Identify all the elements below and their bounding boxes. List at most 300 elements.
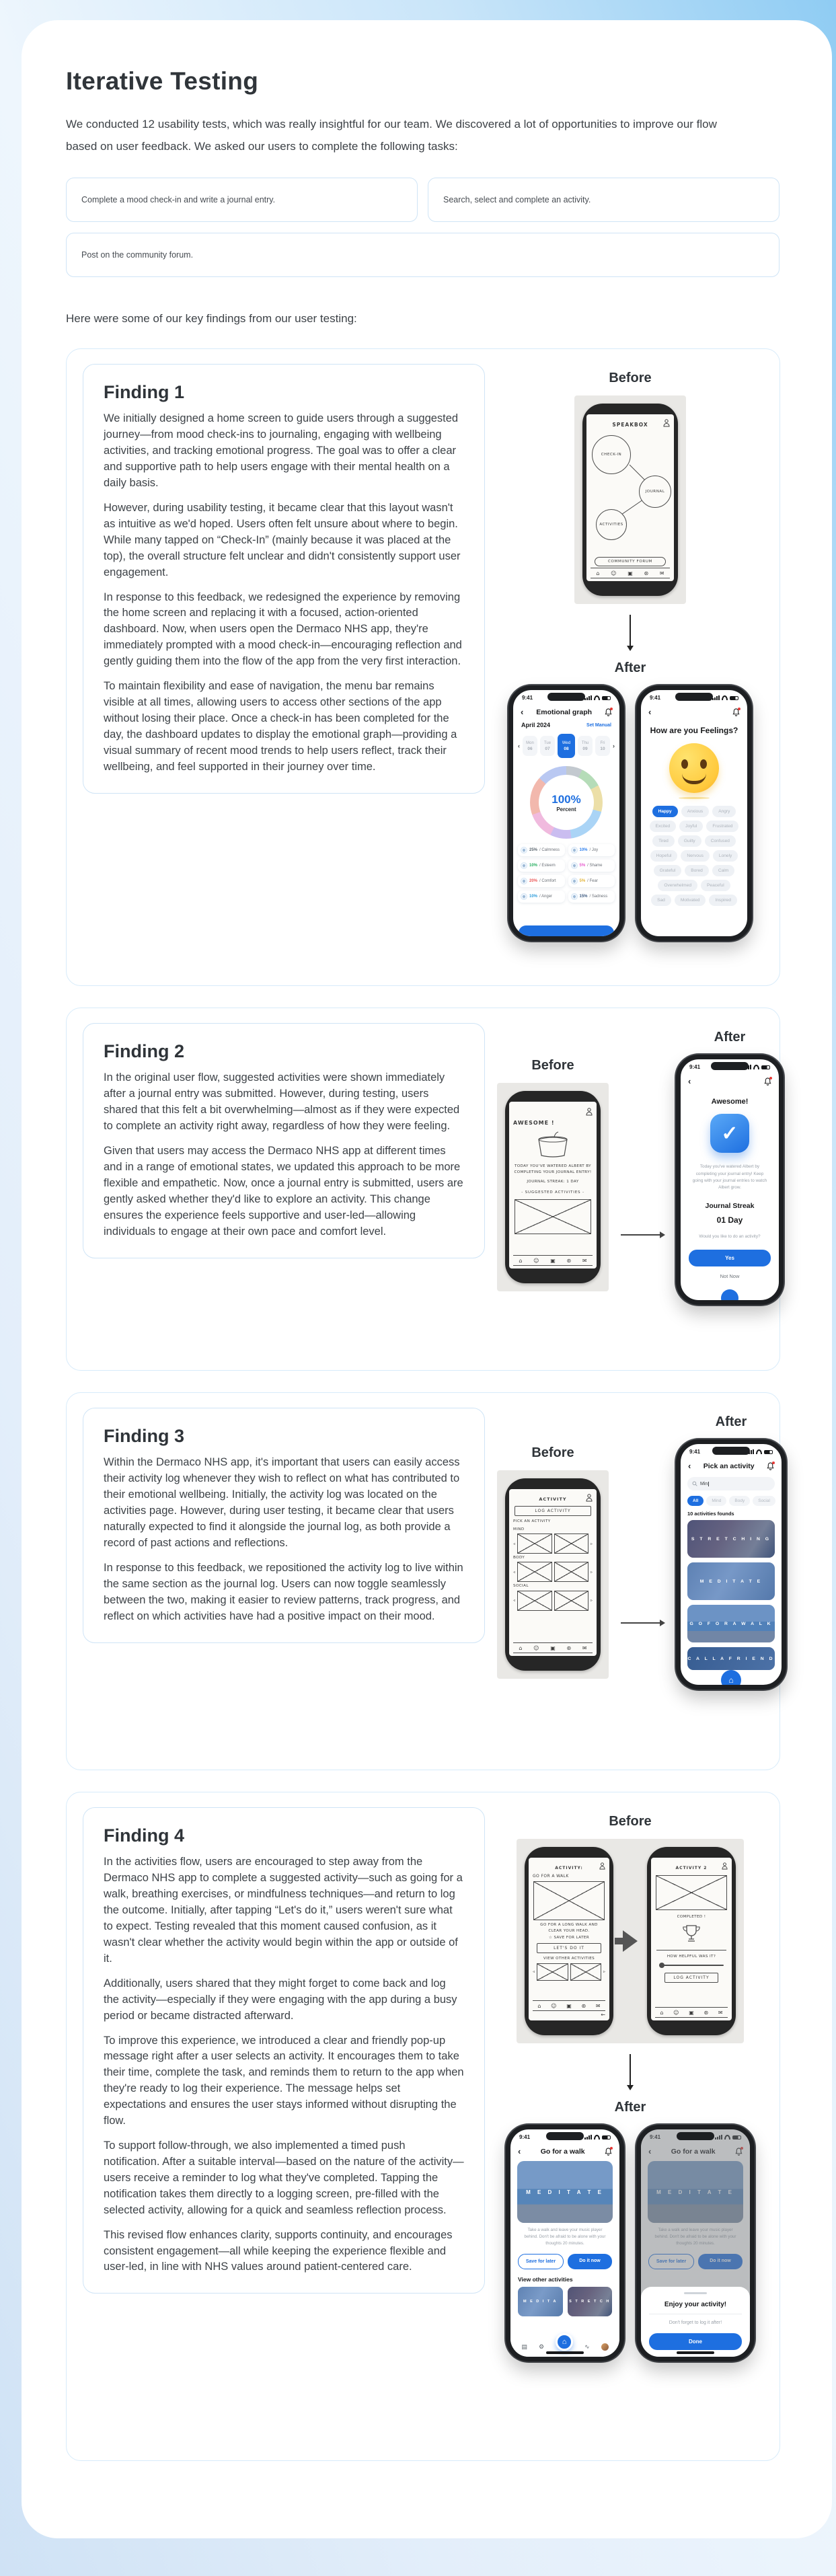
after-label: After (714, 1030, 746, 1045)
sheet-drag-handle[interactable] (684, 2292, 707, 2294)
status-time: 9:41 (522, 695, 533, 702)
before-sketch-photo (574, 395, 686, 604)
day-pill[interactable] (523, 736, 537, 756)
day-pill-selected[interactable] (558, 734, 575, 758)
page-content (66, 67, 780, 2461)
finding-1-paragraph: We initially designed a home screen to guide users through a suggested journey—from mood check-ins to journaling, engaging with wellbeing activities, and tracking emotional progress. The goal was to offer a clear and supportive path to help users engage with their mental health on a daily basis. (104, 412, 459, 489)
phone-emotional-graph (508, 685, 624, 941)
status-icons (584, 2135, 611, 2139)
stat-value: 5% (579, 864, 586, 868)
carousel-left-icon[interactable]: ◃ (513, 1541, 516, 1546)
days-prev-icon[interactable]: ‹ (518, 743, 520, 750)
sketch-log-activity-button[interactable] (515, 1506, 591, 1516)
mood-chip[interactable]: Lonely (713, 850, 738, 862)
phone-mood-checkin (636, 685, 752, 941)
day-pill[interactable] (595, 736, 610, 756)
activity-card-stretching[interactable] (687, 1520, 775, 1558)
stat-value: 10% (529, 895, 538, 899)
profile-icon (663, 419, 670, 427)
mood-emoji (669, 743, 719, 793)
phone-notch (547, 693, 585, 701)
bottom-action-button[interactable] (519, 925, 614, 940)
sketch-awesome-title: AWESOME ! (513, 1120, 555, 1127)
mood-chip[interactable]: Confused (705, 835, 736, 847)
mood-chip[interactable]: Peaceful (701, 880, 730, 891)
activity-search-input[interactable] (687, 1477, 775, 1490)
sketch-phone-speakbox (582, 404, 678, 596)
notification-bell[interactable] (764, 1077, 771, 1086)
day-name: Wed (562, 741, 571, 745)
notification-bell[interactable] (767, 1462, 774, 1470)
stat-value: 25% (529, 848, 538, 853)
intro-paragraph: We conducted 12 usability tests, which was really insightful for our team. We discovered a lot of opportunities to improve our flow based on user feedback. We asked our users to complete the following tasks: (66, 118, 717, 153)
mood-chip[interactable]: Excited (650, 821, 677, 832)
stat-label: / Esteem (539, 864, 556, 868)
other-activity-thumbs (510, 2287, 619, 2316)
walk-description: Take a walk and leave your music player behind. Don't be afraid to be alone with your thoughts 20 minutes. (524, 2228, 606, 2246)
mood-chip[interactable]: Joyful (679, 821, 703, 832)
mood-chip[interactable]: Inspired (709, 895, 736, 906)
carousel-left-icon[interactable]: ◃ (513, 1569, 516, 1575)
section-body-label: BODY (513, 1556, 525, 1560)
chat-icon[interactable]: ✉ (582, 1644, 587, 1651)
before-after-arrow (630, 2054, 631, 2089)
sketch-title: ACTIVITY 2 (675, 1865, 708, 1870)
emoji-shadow (679, 797, 710, 799)
before-label: Before (531, 1058, 574, 1073)
app-bar (681, 1456, 782, 1473)
finding-4-text-card (83, 1807, 485, 2294)
suggested-activity-placeholder (515, 1199, 591, 1234)
carousel-left-icon[interactable]: ◃ (533, 1969, 535, 1975)
app-bar (641, 702, 747, 719)
sketch-node-activities[interactable] (596, 509, 627, 540)
activity-placeholder (537, 1963, 568, 1981)
day-name: Mon (526, 741, 534, 745)
status-time: 9:41 (519, 2134, 531, 2141)
mood-icon[interactable]: ☺ (533, 1257, 539, 1264)
browse-icon[interactable]: ⊛ (566, 1257, 572, 1264)
sketch-bottom-nav (591, 568, 670, 578)
search-value: Min (700, 1481, 708, 1486)
chat-icon[interactable]: ✉ (582, 1257, 587, 1264)
droplet-icon (571, 862, 578, 869)
finding-1-paragraph: To maintain flexibility and ease of navigation, the menu bar remains visible at all times, allowing users to access other sections of the app without losing their place. Once a check-in has been completed for the day, the dashboard updates to display the emotional graph—providing a visual summary of recent mood trends to help users reflect, track their wellbeing, and feel supported in their journey over time. (104, 680, 457, 773)
filter-chips (681, 1494, 782, 1509)
phone-notch (675, 693, 713, 701)
activity-placeholder (517, 1533, 552, 1554)
sketch-title: ACTIVITY: (555, 1865, 583, 1870)
sketch-node-journal[interactable] (639, 476, 671, 508)
sketch-app-title: SPEAKBOX (612, 421, 648, 428)
mood-chip-grid (641, 806, 747, 906)
before-sketch-photo (517, 1839, 744, 2043)
walk-hero-image (517, 2161, 613, 2223)
home-icon[interactable]: ⌂ (596, 570, 600, 576)
task-2-label: Search, select and complete an activity. (443, 195, 591, 205)
sketch-phone-activity-log (505, 1478, 601, 1671)
sketch-pick-label: PICK AN ACTIVITY (513, 1519, 551, 1524)
phone-pick-activity (676, 1439, 786, 1690)
finding-2-text-card (83, 1023, 485, 1258)
activity-image-placeholder (656, 1875, 727, 1910)
home-icon[interactable]: ⌂ (519, 1257, 523, 1264)
mood-chip[interactable]: Guilty (678, 835, 701, 847)
do-it-now-button[interactable]: Do it now (568, 2254, 612, 2269)
sketch-streak: JOURNAL STREAK: 1 DAY (527, 1180, 579, 1184)
battery-icon (602, 696, 611, 701)
thumb-meditate[interactable] (518, 2287, 563, 2316)
day-number: 09 (582, 746, 588, 751)
results-count: 10 activities founds (687, 1511, 734, 1517)
phone-notch (677, 2132, 714, 2140)
finding-1-paragraph: In response to this feedback, we redesigned the experience by removing the home screen and replacing it with a focused, action-oriented dashboard. Now, when users open the Dermaco NHS app, they're immediately prompted with a mood check-in—encouraging reflection and gently guiding them into the flow of the app from the very first interaction. (104, 591, 462, 668)
donut-percent-label: Percent (556, 806, 576, 812)
day-number: 08 (564, 746, 569, 751)
mood-icon[interactable]: ☺ (533, 1644, 539, 1651)
activity-popup-sheet (641, 2287, 750, 2357)
check-icon (710, 1114, 749, 1153)
battery-icon (602, 2135, 611, 2140)
activity-card-walk[interactable] (687, 1605, 775, 1642)
back-arrow-icon[interactable]: ← (601, 2012, 605, 2018)
phone-notch (711, 1062, 749, 1070)
screen-title: Go for a walk (540, 2147, 585, 2156)
social-carousel (513, 1591, 593, 1611)
activity-card-label: M E D I T A T E (699, 1579, 763, 1584)
day-name: Thu (581, 741, 589, 745)
sketch-bottom-nav (513, 1642, 593, 1653)
day-pill[interactable] (540, 736, 555, 756)
check-glyph: ✓ (721, 1122, 738, 1145)
sketch-subtitle: GO FOR A WALK (533, 1874, 569, 1879)
notification-bell[interactable] (732, 708, 740, 716)
sketch-phone-walk-detail (525, 1847, 613, 2035)
month-label: April 2024 (521, 722, 551, 729)
mood-icon[interactable]: ☺ (673, 2009, 679, 2016)
slider-knob[interactable] (659, 1963, 664, 1968)
mood-chip[interactable]: Tired (652, 835, 675, 847)
back-chevron-icon[interactable]: ‹ (518, 2146, 521, 2157)
awesome-title: Awesome! (711, 1098, 749, 1106)
mood-chip-selected[interactable]: Happy (652, 806, 678, 817)
activity-cards (681, 1520, 782, 1670)
back-chevron-icon[interactable]: ‹ (688, 1461, 691, 1472)
mood-chip[interactable]: Sad (651, 895, 671, 906)
filter-mind[interactable]: Mind (706, 1496, 726, 1506)
day-number: 06 (527, 746, 533, 751)
sketch-bottom-nav (513, 1255, 593, 1266)
log-activity-button[interactable] (664, 1973, 718, 1983)
activity-placeholder (517, 1591, 552, 1611)
day-pill[interactable] (578, 736, 593, 756)
browse-icon[interactable]: ⊛ (566, 1644, 572, 1651)
mood-icon[interactable]: ☺ (611, 570, 617, 576)
home-fab[interactable] (556, 2333, 573, 2351)
home-fab[interactable] (721, 1670, 741, 1690)
mood-chip[interactable]: Anxious (681, 806, 709, 817)
emotion-stats (513, 843, 619, 904)
activity-card-call[interactable] (687, 1647, 775, 1670)
thumb-stretch[interactable] (568, 2287, 613, 2316)
filter-social[interactable]: Social (753, 1496, 775, 1506)
mood-chip[interactable]: Nervous (681, 850, 710, 862)
profile-avatar[interactable] (601, 2343, 609, 2351)
status-icons (712, 695, 738, 700)
finding-3-section (66, 1392, 780, 1770)
carousel-right-icon[interactable]: ▹ (590, 1598, 593, 1603)
back-chevron-icon[interactable]: ‹ (648, 707, 652, 718)
stat-label: / Comfort (539, 879, 556, 884)
finding-3-heading: Finding 3 (104, 1426, 184, 1447)
save-for-later[interactable] (533, 1935, 605, 1940)
sketch-suggested: - SUGGESTED ACTIVITIES - (521, 1190, 584, 1195)
not-now-button[interactable]: Not Now (720, 1273, 740, 1280)
stat-esteem (518, 860, 565, 872)
finding-1-paragraph: However, during usability testing, it became clear that this layout wasn't as intuitive as we'd hoped. Users often felt unsure about where to begin. While many tapped on “Check-In” (mainly because it was placed at the top), the overall structure felt unclear and didn't consistently support user engagement. (104, 501, 461, 578)
phone-awesome (676, 1055, 784, 1305)
finding-4-after-phones (506, 2125, 755, 2361)
task-card-3 (66, 233, 780, 277)
before-after-arrow (630, 615, 631, 650)
view-other-activities-label: View other activities (518, 2276, 573, 2283)
yes-button[interactable]: Yes (689, 1250, 771, 1266)
droplet-icon (521, 847, 527, 854)
journal-icon[interactable]: ▣ (550, 1644, 556, 1651)
node-checkin-label: CHECK-IN (601, 453, 622, 457)
mood-chip[interactable]: Angry (712, 806, 736, 817)
wifi-icon (756, 1449, 762, 1454)
plant-pot-sketch (533, 1131, 572, 1158)
journal-icon[interactable]: ▣ (689, 2009, 694, 2016)
screen-title: Emotional graph (536, 708, 593, 716)
before-column (497, 1439, 609, 1690)
helpful-slider[interactable] (659, 1963, 724, 1967)
home-icon[interactable]: ⌂ (537, 2002, 541, 2009)
stat-label: / Shame (587, 864, 603, 868)
stat-value: 10% (579, 848, 588, 853)
carousel-right-icon[interactable]: ▹ (590, 1541, 593, 1546)
mood-icon[interactable]: ☺ (551, 2002, 557, 2009)
mood-chip[interactable]: Bored (685, 865, 709, 876)
journal-streak-value: 01 Day (716, 1215, 743, 1225)
mood-chip[interactable]: Calm (712, 865, 734, 876)
findings-intro: Here were some of our key findings from our user testing: (66, 312, 357, 326)
back-chevron-icon[interactable]: ‹ (688, 1076, 691, 1087)
finding-4-paragraph: This revised flow enhances clarity, supports continuity, and encourages consistent engagement—all while keeping the experience flexible and user-led, in line with NHS values around patient-centered care. (104, 2228, 453, 2273)
notification-bell[interactable] (605, 708, 612, 716)
thumb-label: M E D I T A (523, 2300, 558, 2304)
app-bar (513, 702, 619, 719)
mood-chip[interactable]: Motivated (675, 895, 706, 906)
chat-icon[interactable]: ✉ (718, 2009, 723, 2016)
sketch-activity-title: ACTIVITY (539, 1497, 567, 1503)
stat-value: 20% (529, 879, 538, 884)
stat-calmness (518, 844, 565, 856)
mood-chip[interactable]: Grateful (654, 865, 681, 876)
app-bar (681, 1071, 779, 1088)
battery-icon (764, 1450, 773, 1455)
stat-joy (568, 844, 615, 856)
after-label: After (715, 1414, 747, 1430)
stat-label: / Anger (539, 895, 553, 899)
activity-card-label: G O F O R A W A L K (689, 1621, 773, 1626)
journal-icon[interactable]: ▣ (566, 2002, 572, 2009)
activity-question: Would you like to do an activity? (699, 1234, 761, 1240)
node-activities-label: ACTIVITIES (599, 523, 623, 527)
finding-1-text-card (83, 364, 485, 793)
how-helpful-label: HOW HELPFUL WAS IT? (667, 1954, 716, 1959)
status-time: 9:41 (650, 695, 661, 702)
battery-icon (730, 696, 738, 701)
journal-icon[interactable]: ▣ (628, 570, 633, 576)
app-bar (510, 2142, 619, 2158)
filter-body[interactable]: Body (729, 1496, 750, 1506)
save-for-later-button[interactable]: Save for later (518, 2254, 564, 2269)
finding-1-after-phones (508, 685, 752, 941)
mood-chip[interactable]: Overwhelmed (658, 880, 697, 891)
activity-image-placeholder (533, 1881, 605, 1920)
home-fab[interactable] (721, 1289, 738, 1305)
status-icons (747, 1449, 773, 1454)
wifi-icon (722, 695, 728, 700)
sketch-flow-arrow (623, 1930, 638, 1952)
month-row (513, 719, 619, 731)
before-label: Before (609, 371, 652, 386)
phone-notch (712, 1447, 750, 1455)
view-other-label: VIEW OTHER ACTIVITIES (543, 1957, 595, 1961)
done-button[interactable]: Done (649, 2333, 742, 2350)
sketch-screen (651, 1858, 732, 2020)
journal-tab-icon[interactable]: ▤ (521, 2343, 527, 2350)
mood-question: How are you Feelings? (650, 726, 738, 736)
sketch-community-forum[interactable] (595, 557, 666, 566)
chat-icon[interactable]: ✉ (595, 2002, 601, 2009)
droplet-icon (521, 862, 527, 869)
log-activity-label: LOG ACTIVITY (535, 1509, 571, 1514)
finding-3-visuals (497, 1408, 786, 1690)
hero-image-label: M E D I T A T E (526, 2189, 604, 2195)
notification-dot (610, 2147, 613, 2150)
walk-buttons (510, 2254, 619, 2269)
days-next-icon[interactable]: › (613, 743, 615, 750)
sketch-bottom-nav (655, 2007, 728, 2018)
stat-label: / Calmness (539, 848, 560, 853)
finding-2-section (66, 1008, 780, 1371)
settings-tab-icon[interactable]: ⚙ (538, 2343, 545, 2350)
filter-all[interactable]: All (687, 1496, 704, 1506)
lets-do-it-label: LET'S DO IT (554, 1946, 584, 1951)
finding-4-paragraph: In the activities flow, users are encouraged to step away from the Dermaco NHS app to complete a suggested activity—such as going for a walk, breathing exercises, or mindfulness techniques—and return to log the outcome. Initially, after tapping “Let's do it,” users weren't sure what to expect. Testing revealed that this moment caused confusion, as it wasn't clear whether the activity would begin within the app or outside of it. (104, 1856, 463, 1965)
thumb-label: S T R E T C H (569, 2300, 611, 2304)
finding-1-visuals (497, 364, 763, 941)
finding-2-paragraph: In the original user flow, suggested activities were shown immediately after a journal entry was submitted. However, during testing, users shared that this felt a bit overwhelming—almost as if they were expected to complete an activity right away, regardless of how they were feeling. (104, 1071, 460, 1133)
finding-4-paragraph: To improve this experience, we introduced a clear and friendly pop-up message right after a user selects an activity. It encourages them to take their time, complete the task, and reminds them to return to the app when they're ready to log their experience. The message helps set expectations and ensures the user stays informed without disrupting the flow. (104, 2034, 464, 2127)
finding-2-paragraph: Given that users may access the Dermaco NHS app at different times and in a range of emotional states, we updated this approach to be more flexible and empathetic. Now, once a journal entry is submitted, users are gently asked whether they'd like to explore an activity. This change ensures the experience feels supportive and user-led—allowing individuals to engage at their own pace and comfort level. (104, 1144, 463, 1238)
wifi-icon (753, 1065, 759, 1069)
day-selector (513, 731, 619, 761)
awesome-message: Today you've watered Albert by completing your journal entry! Keep going with your journal entries to watch Albert grow. (692, 1164, 767, 1190)
task-3-label: Post on the community forum. (81, 250, 194, 260)
mood-chip[interactable]: Hopeful (650, 850, 678, 862)
day-name: Tue (543, 741, 552, 745)
finding-2-heading: Finding 2 (104, 1041, 184, 1062)
home-icon[interactable]: ⌂ (660, 2009, 664, 2016)
stat-label: / Sadness (589, 895, 608, 899)
before-label: Before (609, 1814, 652, 1829)
browse-icon[interactable]: ⊛ (581, 2002, 586, 2009)
finding-4-visuals (497, 1807, 763, 2361)
after-column (676, 1408, 786, 1690)
mind-carousel (513, 1533, 593, 1554)
popup-title: Enjoy your activity! (649, 2301, 742, 2314)
status-time: 9:41 (689, 1449, 701, 1455)
node-journal-label: JOURNAL (645, 490, 665, 494)
battery-icon (761, 1065, 770, 1070)
journal-icon[interactable]: ▣ (550, 1257, 556, 1264)
stat-value: 5% (579, 879, 586, 884)
notification-bell[interactable] (605, 2148, 612, 2156)
completed-label: COMPLETED ! (677, 1915, 706, 1920)
task-card-1 (66, 178, 418, 222)
phone-notch (546, 2132, 584, 2140)
back-chevron-icon[interactable]: ‹ (521, 707, 524, 718)
star-icon: ☆ (548, 1936, 553, 1940)
carousel-right-icon[interactable]: ▹ (590, 1569, 593, 1575)
carousel-left-icon[interactable]: ◃ (513, 1598, 516, 1603)
home-indicator (677, 2351, 714, 2354)
activity-placeholder (554, 1533, 588, 1554)
before-after-arrow (621, 1622, 664, 1624)
activity-tab-icon[interactable]: ∿ (584, 2343, 590, 2350)
trophy-sketch (680, 1923, 703, 1946)
activity-placeholder (554, 1562, 588, 1582)
chat-icon[interactable]: ✉ (659, 570, 664, 576)
day-name: Fri (600, 741, 605, 745)
body-carousel (513, 1562, 593, 1582)
activity-card-meditate[interactable] (687, 1562, 775, 1600)
browse-icon[interactable]: ⊛ (644, 570, 649, 576)
profile-icon (586, 1494, 593, 1502)
sketch-awesome-body: TODAY YOU'VE WATERED ALBERT BY COMPLETING YOUR JOURNAL ENTRY! (514, 1164, 592, 1174)
sketch-bottom-nav (533, 2000, 605, 2011)
profile-icon (586, 1108, 593, 1116)
sketch-node-checkin[interactable] (592, 435, 631, 474)
profile-icon (599, 1862, 605, 1870)
carousel-right-icon[interactable]: ▹ (603, 1969, 605, 1975)
stat-comfort (518, 875, 565, 887)
browse-icon[interactable]: ⊛ (704, 2009, 709, 2016)
home-icon: ⌂ (728, 1675, 734, 1685)
home-icon[interactable]: ⌂ (519, 1644, 523, 1651)
mood-chip[interactable]: Frustrated (706, 821, 738, 832)
finding-4-paragraph: Additionally, users shared that they might forget to come back and log the activity—especially if they were engaging with the app during a busy period or became distracted afterward. (104, 1977, 457, 2022)
other-activities-carousel (533, 1963, 605, 1981)
notification-dot (772, 1462, 775, 1464)
droplet-icon (571, 893, 578, 900)
finding-3-paragraph: Within the Dermaco NHS app, it's important that users can easily access their activity log whenever they wish to reflect on what has contributed to their emotional wellbeing. Initially, the activity log was located on the activities page. However, during user testing, it became clear that users naturally expected to find it alongside the journal log, as both provide a record of past actions and reflections. (104, 1456, 460, 1549)
stat-value: 15% (579, 895, 588, 899)
stat-label: / Joy (589, 848, 599, 853)
lets-do-it-button[interactable] (537, 1943, 601, 1953)
profile-icon (722, 1862, 728, 1870)
search-icon (692, 1481, 697, 1486)
finding-4-section (66, 1792, 780, 2461)
task-1-label: Complete a mood check-in and write a journal entry. (81, 195, 276, 205)
before-column (497, 1051, 609, 1305)
save-label: SAVE FOR LATER (554, 1936, 590, 1940)
set-manual-link[interactable]: Set Manual (586, 722, 611, 728)
